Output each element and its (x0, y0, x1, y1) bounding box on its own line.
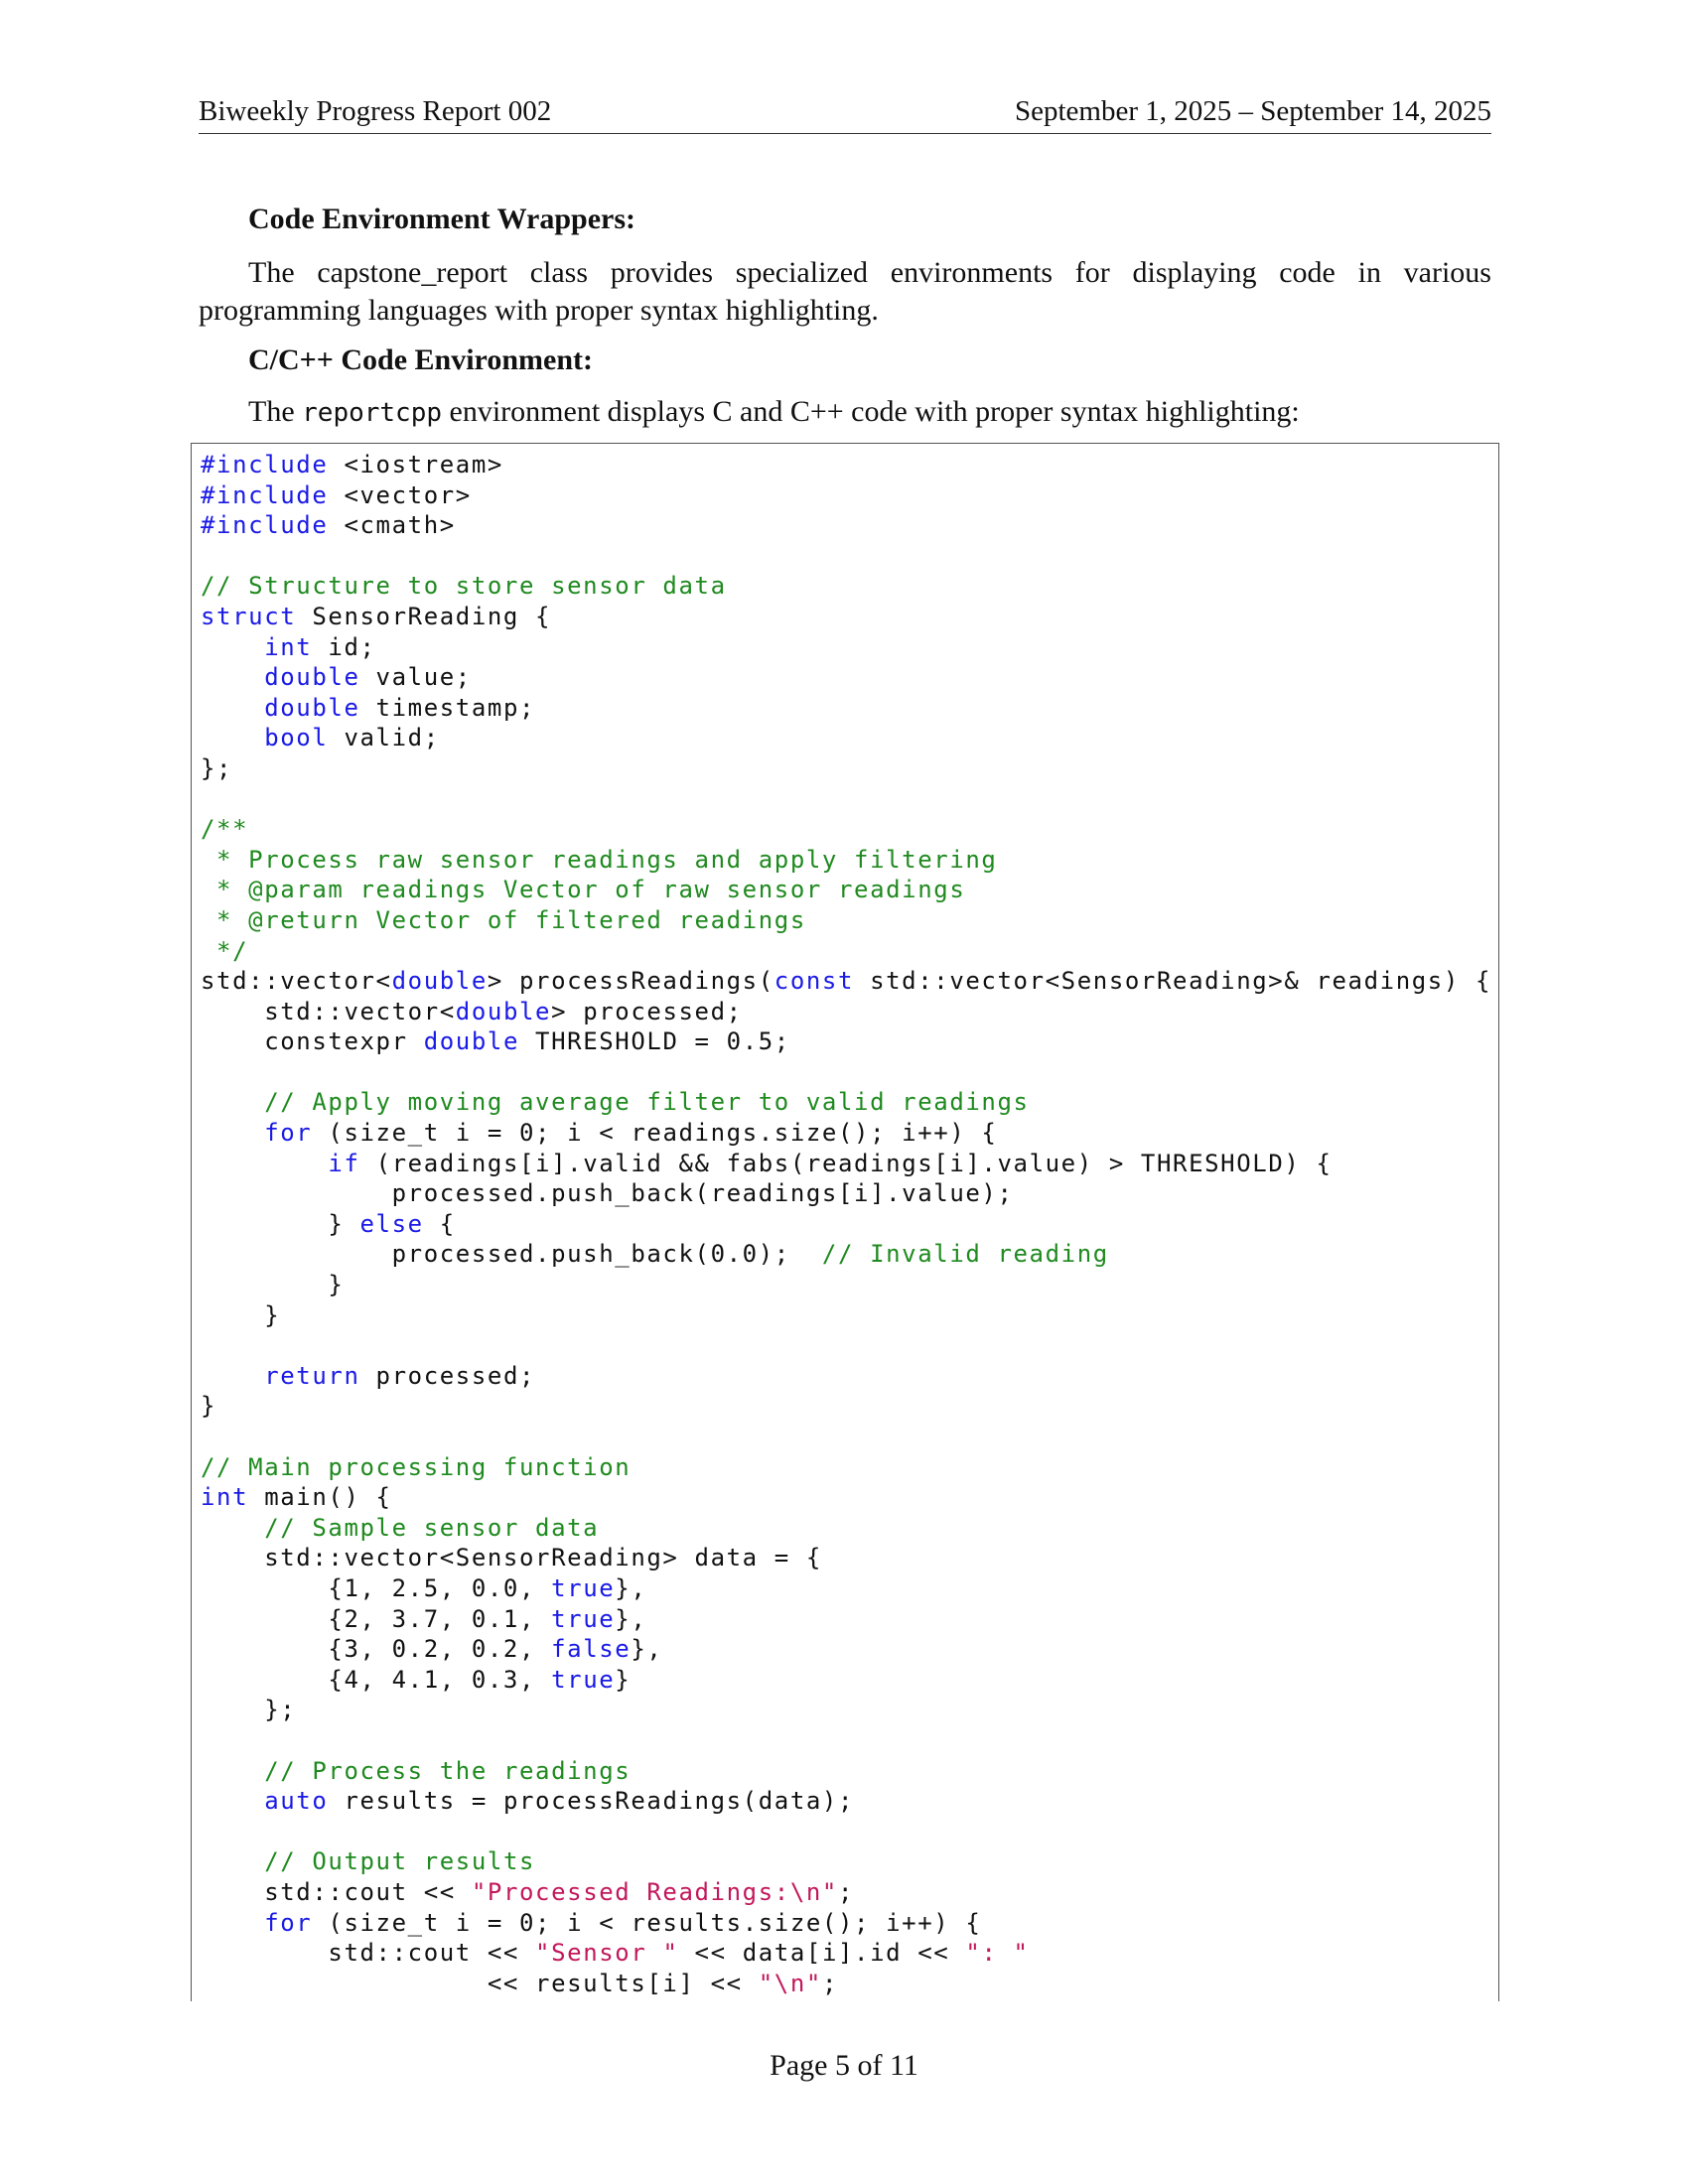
code-text: << results[i] << (201, 1969, 759, 1997)
code-line (201, 1149, 1491, 1179)
code-text (201, 1787, 264, 1815)
code-keyword: double (264, 693, 360, 722)
code-text: } (201, 1392, 217, 1421)
code-string: "\n" (758, 1969, 822, 1997)
code-text (201, 1362, 264, 1390)
code-keyword: else (359, 1209, 424, 1238)
code-text: std::vector<SensorReading>& readings) { (854, 967, 1491, 996)
code-line (201, 966, 1491, 997)
code-comment: // Process the readings (264, 1756, 632, 1785)
code-text: }; (201, 1696, 297, 1724)
code-string: ": " (965, 1939, 1030, 1968)
paragraph-wrappers-intro (199, 254, 1491, 330)
code-line (201, 1361, 1491, 1392)
code-line (201, 875, 1491, 905)
code-line (201, 1513, 1491, 1544)
code-keyword: false (551, 1635, 632, 1664)
code-text (201, 1909, 264, 1937)
code-line (201, 814, 1491, 845)
paragraph-cpp-intro (199, 393, 1491, 432)
code-text (201, 724, 264, 751)
code-line (201, 1543, 1491, 1573)
code-text (201, 1514, 264, 1542)
code-text: std::cout << (201, 1877, 472, 1906)
running-header (199, 95, 1491, 134)
code-text: } (201, 1271, 345, 1299)
code-text: std::vector<SensorReading> data = { (201, 1544, 822, 1572)
code-text: <vector> (328, 480, 472, 509)
code-comment: * @param readings Vector of raw sensor readings (201, 876, 966, 904)
code-line (201, 1969, 1491, 1999)
code-line (201, 1057, 1491, 1088)
paragraph-text: The capstone_report class provides specialized environments for displaying code in various programming languages with proper syntax highlighting. (199, 256, 1491, 327)
code-comment: * Process raw sensor readings and apply filtering (201, 845, 998, 874)
code-line (201, 1634, 1491, 1665)
code-line (201, 1877, 1491, 1908)
code-keyword: #include (201, 511, 329, 540)
code-keyword: double (391, 967, 488, 996)
code-text: ; (837, 1877, 855, 1906)
code-keyword: double (423, 1027, 519, 1056)
code-keyword: const (774, 967, 855, 996)
code-line (201, 1391, 1491, 1422)
code-line (201, 1938, 1491, 1969)
code-line (201, 753, 1491, 784)
code-comment: // Invalid reading (821, 1240, 1109, 1269)
code-text: std::cout << (201, 1939, 536, 1968)
code-text: std::vector< (201, 967, 392, 996)
code-line (201, 541, 1491, 572)
code-text: SensorReading { (296, 602, 552, 630)
inline-code-reportcpp: reportcpp (302, 398, 443, 428)
code-line (201, 1209, 1491, 1240)
code-text: }, (615, 1573, 647, 1602)
code-text (201, 1119, 264, 1147)
code-string: "Sensor " (535, 1939, 679, 1968)
code-line (201, 1178, 1491, 1209)
code-line (201, 1573, 1491, 1604)
code-listing (201, 450, 1491, 1998)
code-comment: // Output results (264, 1847, 536, 1876)
code-text: value; (359, 663, 472, 692)
code-line (201, 1817, 1491, 1847)
code-text: processed.push_back(0.0); (201, 1240, 822, 1269)
code-line (201, 571, 1491, 602)
code-keyword: int (201, 1483, 249, 1512)
code-keyword: for (264, 1908, 313, 1937)
code-line (201, 632, 1491, 663)
code-line (201, 1786, 1491, 1817)
code-text: results = processReadings(data); (328, 1787, 855, 1816)
code-text: valid; (328, 724, 440, 752)
code-text: }, (615, 1604, 647, 1633)
page-number: Page 5 of 11 (770, 2049, 918, 2082)
code-keyword: double (264, 663, 360, 692)
code-text: main() { (248, 1483, 392, 1512)
code-keyword: for (264, 1119, 313, 1148)
code-text: {2, 3.7, 0.1, (201, 1604, 552, 1633)
code-keyword: auto (264, 1787, 329, 1816)
code-line (201, 1846, 1491, 1877)
code-text: > processed; (551, 997, 743, 1025)
code-comment: * @return Vector of filtered readings (201, 905, 806, 934)
code-comment: // Main processing function (201, 1452, 632, 1481)
code-text: } (615, 1665, 632, 1694)
code-comment: // Structure to store sensor data (201, 572, 727, 601)
paragraph-text-pre: The (248, 395, 303, 428)
code-text (201, 663, 264, 691)
code-line (201, 1695, 1491, 1725)
code-string: "Processed Readings:\n" (471, 1877, 838, 1906)
code-text: timestamp; (359, 693, 536, 722)
code-line (201, 1665, 1491, 1696)
code-line (201, 1482, 1491, 1513)
code-text (201, 1150, 328, 1177)
code-text (201, 633, 264, 661)
code-line (201, 1756, 1491, 1787)
code-keyword: double (455, 997, 552, 1025)
code-text: ; (821, 1969, 838, 1997)
code-line (201, 997, 1491, 1027)
code-text (201, 1088, 264, 1116)
code-text: {4, 4.1, 0.3, (201, 1665, 552, 1694)
code-comment: */ (201, 936, 249, 965)
code-line (201, 693, 1491, 724)
code-line (201, 905, 1491, 936)
code-text (201, 1757, 264, 1785)
code-text: <cmath> (328, 511, 456, 540)
code-text: }, (631, 1635, 663, 1664)
code-line (201, 845, 1491, 876)
code-text: > processReadings( (487, 967, 774, 996)
code-line (201, 480, 1491, 511)
paragraph-text-post: environment displays C and C++ code with proper syntax highlighting: (442, 395, 1300, 428)
code-keyword: return (264, 1361, 360, 1390)
code-text: }; (201, 753, 233, 782)
code-text: id; (312, 632, 376, 661)
code-keyword: true (551, 1604, 616, 1633)
code-comment: /** (201, 815, 249, 844)
report-title: Biweekly Progress Report 002 (199, 95, 552, 127)
code-comment: // Sample sensor data (264, 1513, 600, 1542)
code-text: (size_t i = 0; i < readings.size(); i++) { (312, 1119, 998, 1148)
code-line (201, 1725, 1491, 1756)
code-keyword: #include (201, 480, 329, 509)
code-text: {3, 0.2, 0.2, (201, 1635, 552, 1664)
code-line (201, 1087, 1491, 1118)
code-text: { (423, 1209, 456, 1238)
code-text: << data[i].id << (678, 1939, 966, 1968)
code-text: <iostream> (328, 451, 503, 478)
code-keyword: if (328, 1149, 360, 1177)
code-keyword: true (551, 1665, 616, 1694)
code-text: THRESHOLD = 0.5; (519, 1027, 790, 1056)
code-text (201, 694, 264, 722)
code-line (201, 1908, 1491, 1939)
code-keyword: true (551, 1573, 616, 1602)
code-text: } (201, 1209, 360, 1238)
code-keyword: struct (201, 602, 297, 630)
code-line (201, 1422, 1491, 1452)
code-line (201, 1300, 1491, 1331)
code-keyword: int (264, 632, 313, 661)
code-line (201, 662, 1491, 693)
code-line (201, 784, 1491, 815)
code-line (201, 602, 1491, 632)
code-line (201, 1118, 1491, 1149)
code-line (201, 1270, 1491, 1300)
section-heading-cpp-environment: C/C++ Code Environment: (248, 343, 593, 376)
code-text (201, 1847, 264, 1875)
code-text: {1, 2.5, 0.0, (201, 1573, 552, 1602)
code-text: } (201, 1300, 281, 1329)
code-listing-box (191, 443, 1499, 2001)
code-line (201, 1239, 1491, 1270)
code-keyword: bool (264, 724, 329, 752)
section-heading-code-environment-wrappers: Code Environment Wrappers: (248, 203, 636, 235)
code-text: constexpr (201, 1027, 424, 1056)
code-line (201, 1026, 1491, 1057)
code-comment: // Apply moving average filter to valid readings (264, 1088, 1030, 1117)
code-text: processed; (359, 1361, 536, 1390)
code-line (201, 450, 1491, 480)
code-line (201, 1452, 1491, 1483)
code-keyword: #include (201, 451, 329, 478)
code-line (201, 723, 1491, 753)
code-line (201, 510, 1491, 541)
code-text: std::vector< (201, 997, 456, 1025)
code-text: (size_t i = 0; i < results.size(); i++) { (312, 1908, 982, 1937)
code-line (201, 1330, 1491, 1361)
code-line (201, 1604, 1491, 1635)
report-date-range: September 1, 2025 – September 14, 2025 (1014, 95, 1491, 127)
code-line (201, 936, 1491, 967)
code-text: processed.push_back(readings[i].value); (201, 1179, 1014, 1208)
code-text: (readings[i].valid && fabs(readings[i].value) > THRESHOLD) { (359, 1149, 1333, 1177)
